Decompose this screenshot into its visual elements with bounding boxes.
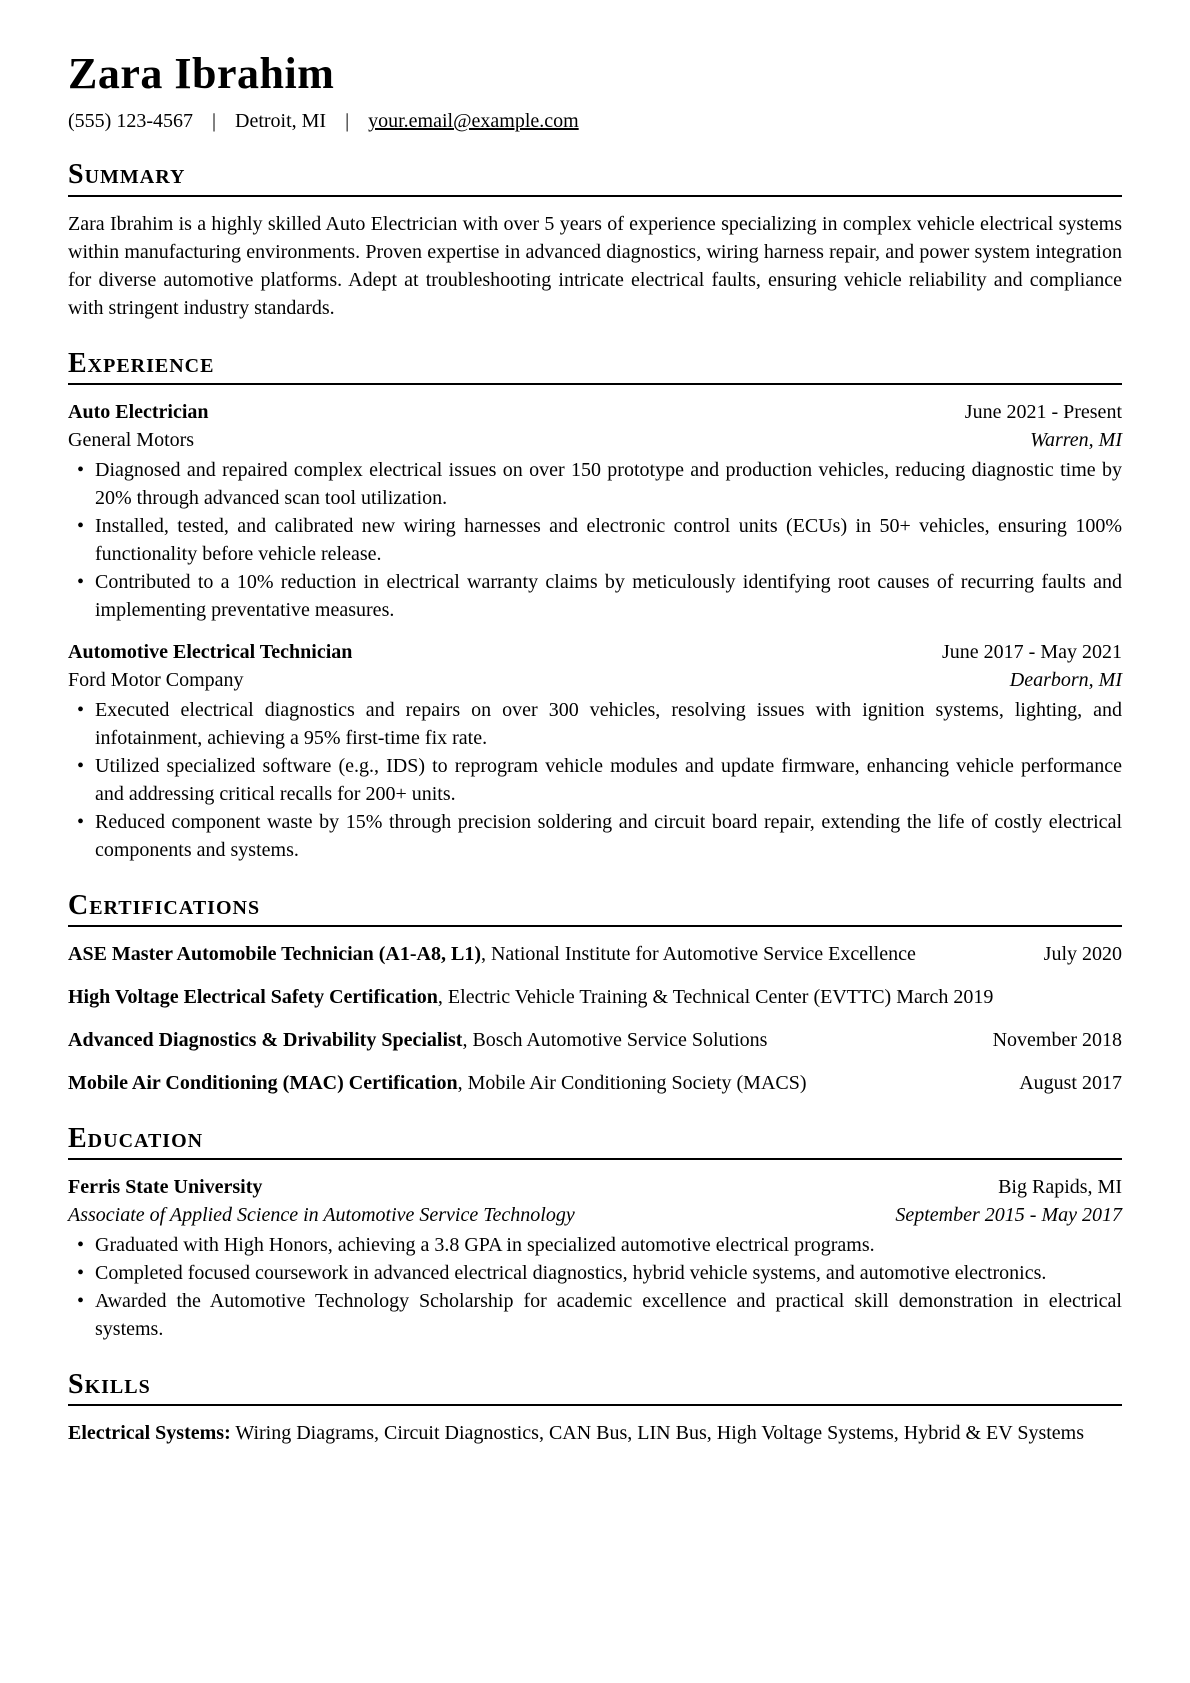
certification-issuer: , Electric Vehicle Training & Technical Center (EVTTC) [437,985,892,1008]
certifications-heading: Certifications [68,890,1122,927]
certification-entry [68,1026,1122,1054]
skill-category: Electrical Systems: [68,1422,231,1445]
job-bullet: • Reduced component waste by 15% through precision soldering and circuit board repair, extending the life of costly electrical components and systems. [68,808,1122,864]
job-title-row [68,398,1122,426]
certification-entry [68,1069,1122,1097]
degree-name: Associate of Applied Science in Automotive Service Technology [68,1204,575,1227]
job-dates: June 2017 - May 2021 [942,640,1122,663]
education-bullet: • Graduated with High Honors, achieving a 3.8 GPA in specialized automotive electrical programs. [68,1231,1122,1259]
certification-name: Mobile Air Conditioning (MAC) Certification [68,1071,458,1094]
certification-issuer: , National Institute for Automotive Service Excellence [480,942,916,965]
phone-number: (555) 123-4567 [68,110,193,133]
job-title: Automotive Electrical Technician [68,640,353,663]
job-bullet: • Executed electrical diagnostics and repairs on over 300 vehicles, resolving issues with ignition systems, lighting, and infotainment, achieving a 95% first-time fix rate. [68,696,1122,752]
education-bullet: • Awarded the Automotive Technology Scholarship for academic excellence and practical skill demonstration in electrical systems. [68,1287,1122,1343]
experience-heading: Experience [68,348,1122,385]
school-location: Big Rapids, MI [998,1176,1122,1199]
job-location: Dearborn, MI [1009,668,1122,691]
job-dates: June 2021 - Present [964,400,1122,423]
person-name: Zara Ibrahim [68,49,335,98]
education-entry [68,1173,1122,1343]
contact-separator: | [211,110,216,133]
job-bullet: • Diagnosed and repaired complex electrical issues on over 150 prototype and production vehicles, reducing diagnostic time by 20% through advanced scan tool utilization. [68,456,1122,512]
education-heading: Education [68,1123,1122,1160]
job-entry [68,638,1122,864]
skill-list: Wiring Diagrams, Circuit Diagnostics, CAN Bus, LIN Bus, High Voltage Systems, Hybrid & EV Systems [230,1422,1084,1445]
job-company: General Motors [68,428,195,451]
education-bullet-list [68,1231,1122,1343]
certification-issuer: , Mobile Air Conditioning Society (MACS) [457,1071,807,1094]
education-dates: September 2015 - May 2017 [895,1204,1122,1227]
contact-separator: | [345,110,350,133]
certification-name: High Voltage Electrical Safety Certification [68,985,438,1008]
certification-entry [68,983,1122,1011]
certification-date: August 2017 [1019,1071,1122,1094]
certification-issuer: , Bosch Automotive Service Solutions [462,1028,768,1051]
email-link[interactable]: your.email@example.com [368,110,579,133]
certification-name: Advanced Diagnostics & Drivability Specialist [68,1028,463,1051]
job-bullet-list [68,456,1122,624]
summary-text: Zara Ibrahim is a highly skilled Auto Electrician with over 5 years of experience specializing in complex vehicle electrical systems within manufacturing environments. Proven expertise in advanced diagnostics, wiring harness repair, and power system integration for diverse automotive platforms. Adept at troubleshooting intricate electrical faults, ensuring vehicle reliability and compliance with stringent industry standards. [68,212,1122,319]
job-bullet: • Installed, tested, and calibrated new wiring harnesses and electronic control units (ECUs) in 50+ vehicles, ensuring 100% functionality before vehicle release. [68,512,1122,568]
job-location: Warren, MI [1030,428,1122,451]
job-title: Auto Electrician [68,400,209,423]
summary-heading: Summary [68,159,1122,196]
certification-date: November 2018 [992,1028,1122,1051]
job-title-row [68,638,1122,666]
job-bullet: • Utilized specialized software (e.g., IDS) to reprogram vehicle modules and update firmware, enhancing vehicle performance and addressing critical recalls for 200+ units. [68,752,1122,808]
education-bullet: • Completed focused coursework in advanced electrical diagnostics, hybrid vehicle systems, and automotive electronics. [68,1259,1122,1287]
job-company-row [68,666,1122,694]
school-title-row [68,1173,1122,1201]
job-bullet-list [68,696,1122,864]
certification-entry [68,940,1122,968]
school-name: Ferris State University [68,1176,263,1199]
certification-date: March 2019 [896,985,994,1008]
job-bullet: • Contributed to a 10% reduction in electrical warranty claims by meticulously identifying root causes of recurring faults and implementing preventative measures. [68,568,1122,624]
certification-name: ASE Master Automobile Technician (A1-A8, L1) [68,942,481,965]
skill-entry [68,1419,1122,1447]
certification-date: July 2020 [1043,942,1122,965]
job-company: Ford Motor Company [68,668,244,691]
location-text: Detroit, MI [235,110,327,133]
skills-heading: Skills [68,1369,1122,1406]
contact-line [68,110,1122,133]
job-company-row [68,426,1122,454]
job-entry [68,398,1122,624]
degree-row [68,1201,1122,1229]
